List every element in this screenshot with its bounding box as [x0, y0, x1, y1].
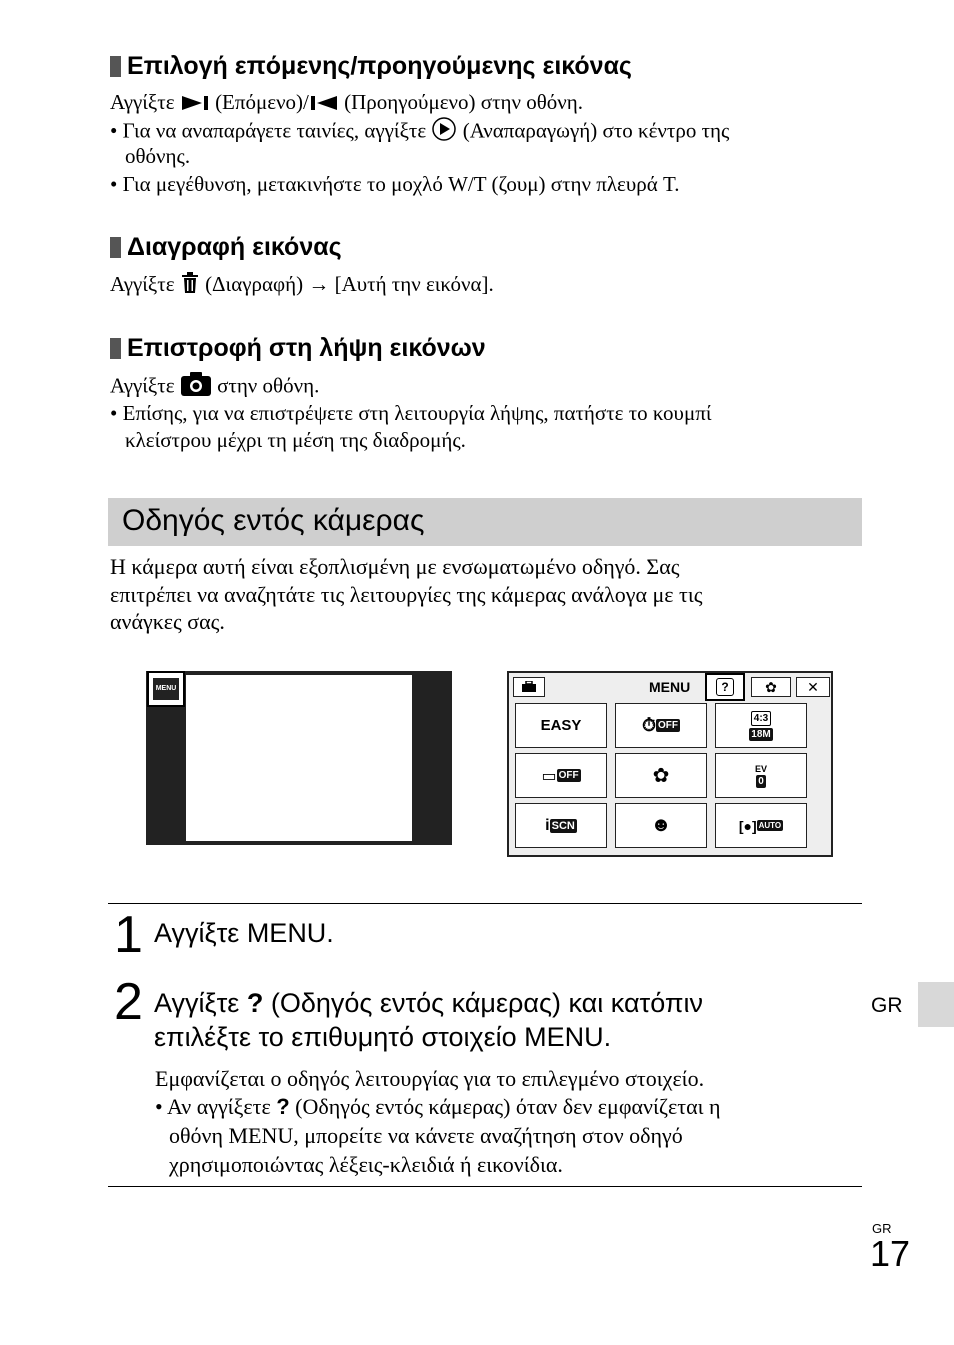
step-2-line: [154, 986, 703, 1020]
menu-button[interactable]: [147, 671, 185, 707]
side-tab-marker: [918, 982, 954, 1027]
section-heading-return: [110, 334, 486, 363]
ev-label: EV: [754, 763, 767, 774]
band-title: Οδηγός εντός κάμερας: [122, 504, 425, 537]
side-language-label: GR: [871, 994, 903, 1017]
help-guide-button[interactable]: [705, 673, 745, 701]
bullet-item: • Επίσης, για να επιστρέψετε στη λειτουργία λήψης, πατήστε το κουμπί: [110, 401, 712, 425]
face-detection-icon: [●]: [738, 817, 757, 834]
smile-icon: ☻: [650, 814, 672, 836]
heading-text: Επιστροφή στη λήψη εικόνων: [127, 334, 486, 362]
section-heading-next-prev: [110, 52, 632, 81]
step-2-line: επιλέξτε το επιθυμητό στοιχείο MENU.: [154, 1022, 612, 1052]
self-timer-cell[interactable]: [615, 703, 707, 748]
bullet-continuation: οθόνη MENU, μπορείτε να κάνετε αναζήτηση στον οδηγό: [169, 1123, 683, 1148]
easy-label: EASY: [540, 717, 582, 734]
heading-text: Διαγραφή εικόνας: [127, 233, 342, 261]
question-icon: ?: [246, 988, 264, 1018]
exposure-cell[interactable]: [715, 753, 807, 798]
paragraph: [110, 270, 494, 301]
text: • Για να αναπαράγετε ταινίες, αγγίξτε: [110, 118, 427, 143]
text: (Αναπαραγωγή) στο κέντρο της: [462, 118, 730, 143]
text: (Επόμενο)/: [215, 90, 309, 114]
scene-selection-cell[interactable]: [515, 803, 607, 848]
bullet-continuation: χρησιμοποιώντας λέξεις-κλειδιά ή εικονίδια.: [169, 1152, 563, 1177]
paragraph: [110, 88, 583, 118]
image-size-cell[interactable]: [715, 703, 807, 748]
bullet-continuation: οθόνης.: [125, 144, 191, 168]
text: (Προηγούμενο) στην οθόνη.: [344, 90, 584, 114]
close-icon: ✕: [807, 678, 819, 695]
gear-icon: ✿: [765, 678, 777, 695]
text: στην οθόνη.: [217, 373, 320, 398]
macro-flower-icon: ✿: [652, 765, 670, 787]
text: • Αν αγγίξετε: [155, 1094, 271, 1119]
menu-title: MENU: [649, 679, 691, 695]
camera-screen-playback: [146, 671, 452, 845]
macro-cell[interactable]: [615, 753, 707, 798]
section-heading-delete: [110, 233, 342, 262]
intro-line: Η κάμερα αυτή είναι εξοπλισμένη με ενσωματωμένο οδηγό. Σας: [110, 554, 680, 579]
auto-badge: AUTO: [758, 821, 782, 830]
question-icon: ?: [276, 1094, 290, 1119]
ev-value-badge: 0: [758, 775, 764, 787]
previous-icon: [309, 90, 339, 118]
footer-lang: GR: [872, 1221, 892, 1236]
step-number-1: 1: [114, 906, 143, 964]
aspect-ratio-badge: 4:3: [751, 711, 771, 726]
camera-screen-menu: [507, 671, 833, 857]
toolbox-icon: [522, 679, 536, 695]
next-icon: [180, 90, 210, 118]
heading-marker: [110, 338, 121, 359]
text: (Οδηγός εντός κάμερας) όταν δεν εμφανίζεται η: [295, 1094, 721, 1119]
intro-line: επιτρέπει να αναζητάτε τις λειτουργίες της κάμερας ανάλογα με τις: [110, 582, 703, 607]
heading-marker: [110, 56, 121, 77]
drive-mode-icon: ▭: [541, 767, 557, 785]
face-detection-cell[interactable]: [715, 803, 807, 848]
off-badge: OFF: [558, 770, 579, 781]
bullet-continuation: κλείστρου μέχρι τη μέση της διαδρομής.: [125, 428, 466, 452]
screen-image-area: [186, 675, 412, 841]
self-timer-icon: ⏱: [641, 715, 657, 735]
text: (Διαγραφή) → [Αυτή την εικόνα].: [205, 272, 494, 296]
smile-shutter-cell[interactable]: [615, 803, 707, 848]
top-rule: [108, 903, 862, 904]
close-button[interactable]: [796, 677, 830, 697]
trash-icon: [180, 272, 200, 301]
text: (Οδηγός εντός κάμερας) και κατόπιν: [270, 988, 703, 1018]
step-number-2: 2: [114, 973, 143, 1031]
question-icon: ?: [716, 678, 734, 696]
heading-marker: [110, 237, 121, 258]
bottom-rule: [108, 1186, 862, 1187]
text: Αγγίξτε: [154, 988, 240, 1018]
scn-badge: SCN: [551, 819, 575, 832]
intro-line: ανάγκες σας.: [110, 609, 225, 634]
i-letter-icon: i: [545, 816, 550, 834]
bullet-item: [110, 116, 729, 149]
play-icon: [431, 116, 457, 149]
menu-icon: MENU: [153, 678, 179, 700]
bullet-item: [155, 1093, 721, 1121]
section-band: [108, 498, 862, 546]
image-size-badge: 18M: [751, 728, 771, 740]
bullet-item: • Για μεγέθυνση, μετακινήστε το μοχλό W/T (ζουμ) στην πλευρά T.: [110, 172, 680, 196]
easy-mode-cell[interactable]: [515, 703, 607, 748]
step-2-note: Εμφανίζεται ο οδηγός λειτουργίας για το επιλεγμένο στοιχείο.: [155, 1066, 705, 1091]
off-badge: OFF: [658, 720, 679, 731]
drive-mode-cell[interactable]: [515, 753, 607, 798]
heading-text: Επιλογή επόμενης/προηγούμενης εικόνας: [127, 52, 632, 80]
text: Αγγίξτε: [110, 373, 175, 398]
settings-button[interactable]: [751, 677, 791, 697]
toolbox-button[interactable]: [513, 677, 545, 697]
page-number: 17: [870, 1233, 911, 1274]
text: Αγγίξτε: [110, 272, 175, 296]
step-1-text: Αγγίξτε MENU.: [154, 918, 334, 948]
text: Αγγίξτε: [110, 90, 175, 114]
